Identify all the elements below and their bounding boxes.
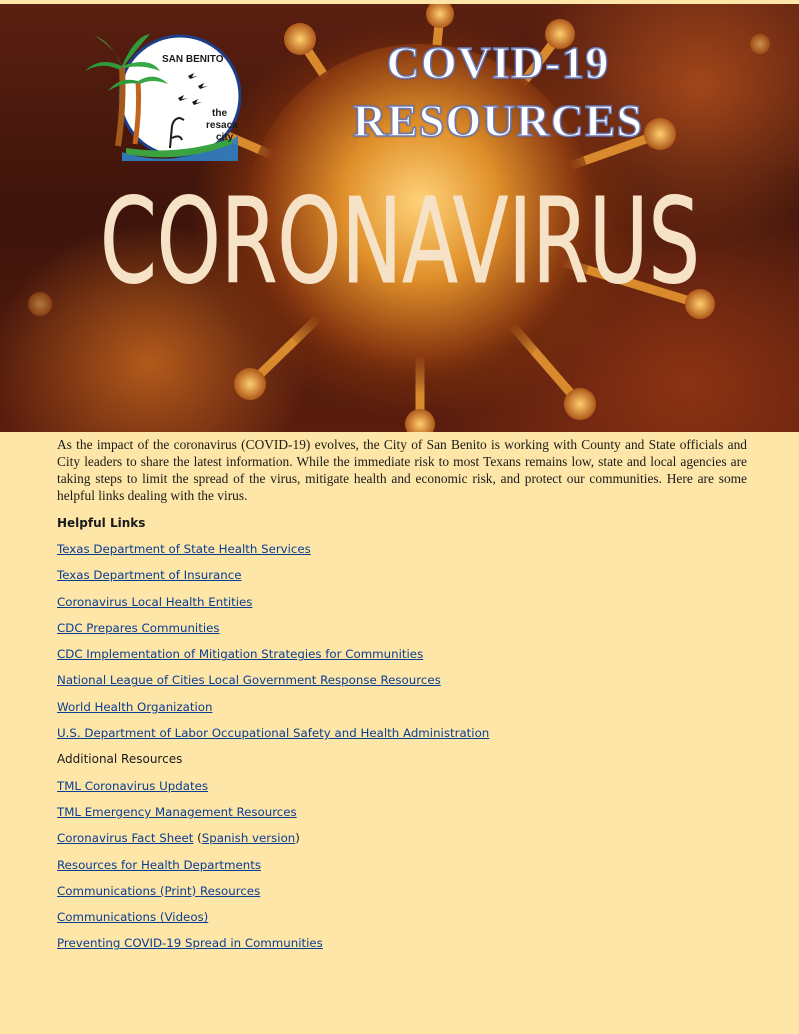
link-cdc-prepares[interactable]: CDC Prepares Communities xyxy=(57,620,220,635)
list-item xyxy=(57,805,747,831)
link-tml-emergency[interactable]: TML Emergency Management Resources xyxy=(57,804,297,819)
helpful-links-list xyxy=(57,542,747,752)
link-texas-dshs[interactable]: Texas Department of State Health Services xyxy=(57,542,311,556)
link-communications-print[interactable]: Communications (Print) Resources xyxy=(57,883,261,898)
title-line-2: RESOURCES xyxy=(352,95,644,146)
list-item xyxy=(57,621,747,647)
additional-resources-heading: Additional Resources xyxy=(57,752,183,767)
main-content xyxy=(57,436,747,963)
list-item xyxy=(57,858,747,884)
link-fact-sheet[interactable]: Coronavirus Fact Sheet xyxy=(57,831,194,846)
banner-word: CORONAVIRUS xyxy=(100,172,700,304)
list-item xyxy=(57,779,747,805)
link-texas-insurance[interactable]: Texas Department of Insurance xyxy=(57,568,242,583)
link-osha[interactable]: U.S. Department of Labor Occupational Safety and Health Administration xyxy=(57,726,490,741)
logo-side-text-2: resaca xyxy=(206,120,238,131)
link-cdc-mitigation[interactable]: CDC Implementation of Mitigation Strategies for Communities xyxy=(57,647,424,662)
link-fact-sheet-spanish[interactable]: Spanish version xyxy=(201,831,296,846)
coronavirus-banner-image xyxy=(0,4,799,432)
page-title xyxy=(318,34,678,150)
list-item xyxy=(57,936,747,962)
link-preventing-spread[interactable]: Preventing COVID-19 Spread in Communities xyxy=(57,936,323,951)
title-line-1: COVID-19 xyxy=(386,37,610,88)
list-item xyxy=(57,647,747,673)
list-item xyxy=(57,595,747,621)
link-tml-updates[interactable]: TML Coronavirus Updates xyxy=(57,778,209,793)
list-item xyxy=(57,910,747,936)
intro-paragraph: As the impact of the coronavirus (COVID-19) evolves, the City of San Benito is working with County and State officials and City leaders to share the latest information. While the immediate risk to most Texans remains low, state and local agencies are taking steps to limit the spread of the virus, mitigate health and economic risk, and protect our communities. Here are some helpful links dealing with the virus. xyxy=(57,437,747,503)
paren-close: ) xyxy=(295,831,300,846)
link-local-health-entities[interactable]: Coronavirus Local Health Entities xyxy=(57,594,253,609)
san-benito-logo xyxy=(80,26,245,161)
logo-top-text: SAN BENITO xyxy=(162,54,224,65)
list-item xyxy=(57,884,747,910)
list-item xyxy=(57,542,747,568)
list-item xyxy=(57,673,747,699)
list-item xyxy=(57,831,747,857)
link-communications-videos[interactable]: Communications (Videos) xyxy=(57,910,209,925)
paren-open: ( xyxy=(193,831,202,846)
additional-resources-list xyxy=(57,779,747,963)
list-item xyxy=(57,726,747,752)
helpful-links-heading: Helpful Links xyxy=(57,516,146,530)
list-item xyxy=(57,700,747,726)
logo-side-text-1: the xyxy=(212,108,227,119)
link-nlc-response[interactable]: National League of Cities Local Government Response Resources xyxy=(57,673,441,688)
list-item xyxy=(57,568,747,594)
link-who[interactable]: World Health Organization xyxy=(57,699,213,714)
coronavirus-banner-text xyxy=(0,164,799,304)
link-health-departments[interactable]: Resources for Health Departments xyxy=(57,857,261,872)
logo-side-text-3: city xyxy=(216,132,234,143)
